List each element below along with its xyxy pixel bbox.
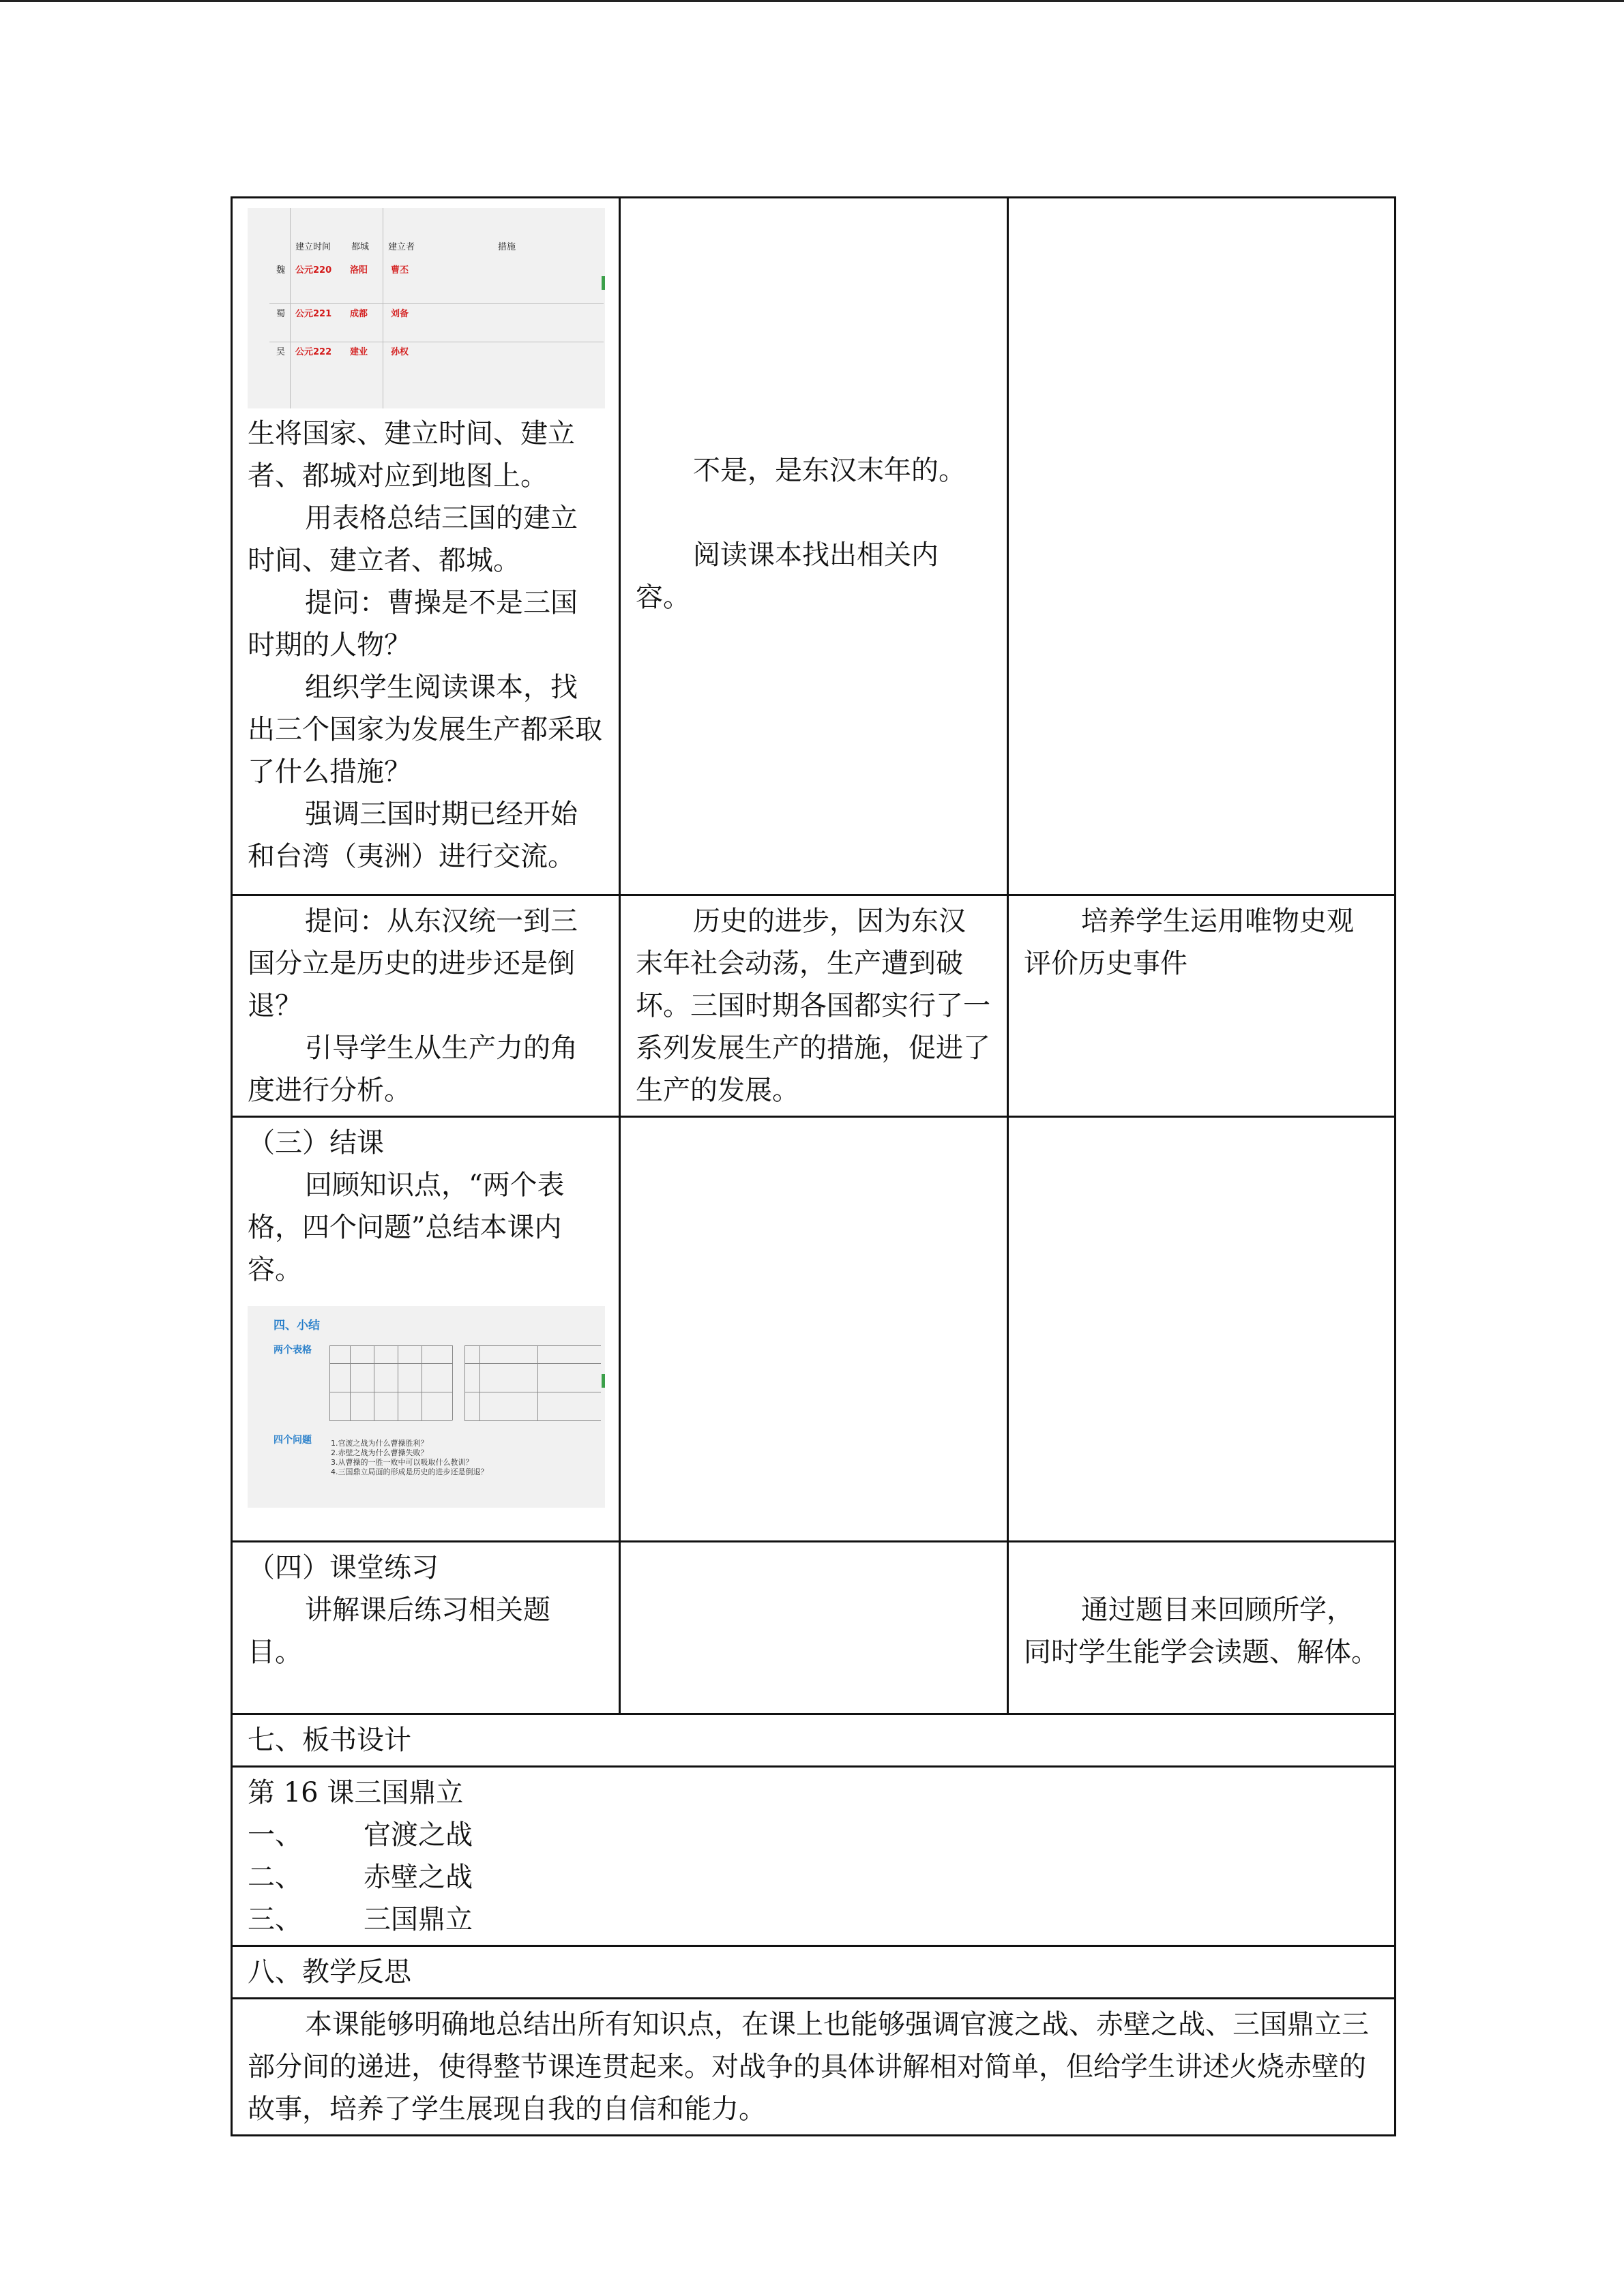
thumb2-title: 四、小结: [274, 1319, 320, 1332]
teacher-text: 提问：曹操是不是三国时期的人物？: [248, 587, 578, 661]
teacher-activity-cell: [232, 1542, 620, 1714]
process-row-conclusion: [232, 1117, 1396, 1542]
section-heading: （三）结课: [248, 1127, 384, 1159]
thumb1-header-founder: 建立者: [388, 242, 415, 252]
page-top-border: [0, 0, 1624, 2]
student-activity-cell: [620, 198, 1008, 895]
thumb2-questions-label: 四个问题: [274, 1435, 312, 1446]
board-item-text: 官渡之战: [364, 1819, 473, 1851]
thumb2-question: 2.赤壁之战为什么曹操失败？: [331, 1448, 428, 1457]
board-item-text: 赤壁之战: [364, 1862, 473, 1893]
design-intent-cell: [1008, 1542, 1396, 1714]
thumb1-state-wei: 魏: [276, 265, 286, 275]
board-item-text: 三国鼎立: [364, 1904, 473, 1935]
thumb1-founder-shu: 刘备: [391, 309, 409, 319]
reflection-heading: 八、教学反思: [232, 1946, 1396, 1999]
teacher-text: 提问：从东汉统一到三国分立是历史的进步还是倒退？: [248, 906, 578, 1022]
teacher-text: 强调三国时期已经开始和台湾（夷洲）进行交流。: [248, 799, 578, 872]
three-states-table-thumbnail: [248, 208, 605, 408]
board-design-heading-row: [232, 1714, 1396, 1767]
teacher-activity-cell: [232, 1117, 620, 1542]
thumb1-header-capital: 都城: [351, 242, 370, 252]
board-item: [248, 1856, 1379, 1898]
reflection-cell: [232, 1999, 1396, 2136]
thumb1-founder-wu: 孙权: [391, 347, 409, 357]
teacher-activity-cell: [232, 895, 620, 1117]
section-heading: （四）课堂练习: [248, 1552, 439, 1583]
lesson-plan-table: [231, 196, 1396, 2136]
board-item: [248, 1814, 1379, 1856]
process-row-states: [232, 198, 1396, 895]
board-item-number: 三、: [248, 1904, 302, 1935]
design-intent-cell: [1008, 895, 1396, 1117]
lesson-plan-sheet: [231, 196, 1394, 2136]
board-title: 第 16 课三国鼎立: [248, 1777, 464, 1808]
student-activity-cell: [620, 895, 1008, 1117]
design-intent-cell: [1008, 198, 1396, 895]
thumb1-state-shu: 蜀: [276, 309, 286, 319]
thumb1-capital-shu: 成都: [350, 309, 368, 319]
thumb2-question: 4.三国鼎立局面的形成是历史的进步还是倒退？: [331, 1467, 488, 1476]
reflection-heading-row: [232, 1946, 1396, 1999]
reflection-text: 本课能够明确地总结出所有知识点，在课上也能够强调官渡之战、赤壁之战、三国鼎立三部分间的递进，使得整节课连贯起来。对战争的具体讲解相对简单，但给学生讲述火烧赤壁的故事，培养了学生展现自我的自信和能力。: [248, 2009, 1369, 2125]
thumb1-capital-wu: 建业: [350, 347, 368, 357]
thumb1-capital-wei: 洛阳: [350, 265, 368, 275]
student-activity-cell: [620, 1542, 1008, 1714]
teacher-text: 生将国家、建立时间、建立者、都城对应到地图上。: [248, 418, 575, 492]
thumb2-tables-label: 两个表格: [274, 1345, 312, 1356]
board-item: [248, 1898, 1379, 1941]
teacher-text: 回顾知识点，“两个表格，四个问题”总结本课内容。: [248, 1169, 565, 1285]
thumb1-header-measures: 措施: [498, 242, 516, 252]
teacher-text: 组织学生阅读课本，找出三个国家为发展生产都采取了什么措施？: [248, 672, 602, 788]
process-row-evaluation: [232, 895, 1396, 1117]
board-design-heading: 七、板书设计: [232, 1714, 1396, 1767]
thumb1-header-time: 建立时间: [295, 242, 331, 252]
teacher-text: 讲解课后练习相关题目。: [248, 1594, 550, 1668]
student-activity-cell: [620, 1117, 1008, 1542]
teacher-activity-cell: [232, 198, 620, 895]
summary-slide-thumbnail: [248, 1306, 605, 1508]
teacher-text: 用表格总结三国的建立时间、建立者、都城。: [248, 503, 578, 576]
design-intent-cell: [1008, 1117, 1396, 1542]
intent-text: 通过题目来回顾所学，同时学生能学会读题、解体。: [1024, 1594, 1378, 1668]
thumb1-founder-wei: 曹丕: [391, 265, 409, 275]
student-text: 阅读课本找出相关内容。: [636, 539, 939, 613]
student-text: 历史的进步，因为东汉末年社会动荡，生产遭到破坏。三国时期各国都实行了一系列发展生产的措施，促进了生产的发展。: [636, 906, 990, 1106]
board-design-cell: [232, 1767, 1396, 1946]
thumb1-state-wu: 吴: [276, 347, 286, 357]
thumb2-question: 1.官渡之战为什么曹操胜利？: [331, 1439, 428, 1448]
board-item-number: 二、: [248, 1862, 302, 1893]
thumb1-time-shu: 公元221: [295, 309, 332, 319]
thumb1-time-wu: 公元222: [295, 347, 332, 357]
teacher-text: 引导学生从生产力的角度进行分析。: [248, 1032, 578, 1106]
thumb2-question: 3.从曹操的一胜一败中可以吸取什么教训？: [331, 1458, 473, 1467]
intent-text: 培养学生运用唯物史观评价历史事件: [1024, 906, 1354, 979]
student-text: 不是，是东汉末年的。: [693, 455, 966, 486]
process-row-exercise: [232, 1542, 1396, 1714]
thumb1-time-wei: 公元220: [295, 265, 332, 275]
board-item-number: 一、: [248, 1819, 302, 1851]
reflection-row: [232, 1999, 1396, 2136]
board-design-row: [232, 1767, 1396, 1946]
